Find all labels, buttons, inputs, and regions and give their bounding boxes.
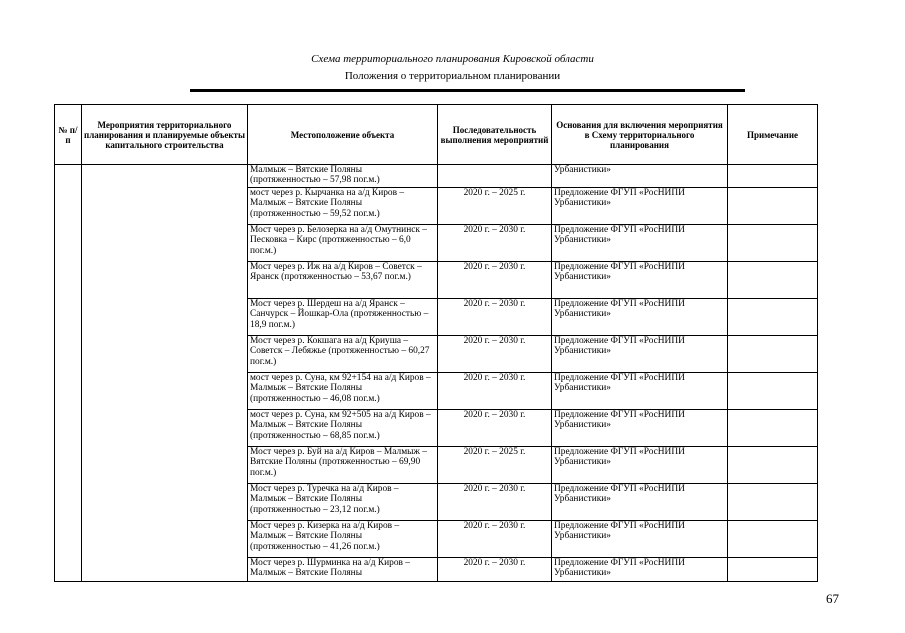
cell-note (728, 165, 818, 188)
cell-sequence: 2020 г. – 2030 г. (438, 558, 552, 582)
cell-basis: Предложение ФГУП «РосНИПИ Урбанистики» (552, 188, 728, 225)
cell-note (728, 188, 818, 225)
cell-sequence: 2020 г. – 2030 г. (438, 299, 552, 336)
document-title: Схема территориального планирования Кировской области (311, 53, 594, 65)
col-header-sequence: Последовательность выполнения мероприятий (438, 105, 552, 165)
cell-note (728, 410, 818, 447)
cell-location: мост через р. Кырчанка на а/д Киров – Малмыж – Вятские Поляны (протяженностью – 59,52 пог.м.) (248, 188, 438, 225)
cell-basis: Предложение ФГУП «РосНИПИ Урбанистики» (552, 410, 728, 447)
cell-sequence: 2020 г. – 2030 г. (438, 225, 552, 262)
cell-note (728, 484, 818, 521)
table-row (55, 165, 818, 188)
cell-location: мост через р. Суна, км 92+505 на а/д Киров – Малмыж – Вятские Поляны (протяженностью – 68,85 пог.м.) (248, 410, 438, 447)
cell-sequence: 2020 г. – 2030 г. (438, 262, 552, 299)
col-header-activities: Мероприятия территориального планирования и планируемые объекты капитального строительства (82, 105, 248, 165)
cell-sequence: 2020 г. – 2030 г. (438, 373, 552, 410)
cell-basis: Предложение ФГУП «РосНИПИ Урбанистики» (552, 558, 728, 582)
page-number: 67 (826, 591, 839, 606)
col-header-note: Примечание (728, 105, 818, 165)
cell-location: Мост через р. Иж на а/д Киров – Советск – Яранск (протяженностью – 53,67 пог.м.) (248, 262, 438, 299)
cell-location: Мост через р. Белозерка на а/д Омутнинск – Песковка – Кирс (протяженностью – 6,0 пог.м.) (248, 225, 438, 262)
cell-note (728, 373, 818, 410)
cell-activity (82, 165, 248, 582)
cell-basis: Предложение ФГУП «РосНИПИ Урбанистики» (552, 447, 728, 484)
cell-basis: Предложение ФГУП «РосНИПИ Урбанистики» (552, 299, 728, 336)
cell-note (728, 262, 818, 299)
header-rule (190, 89, 745, 92)
cell-location: Мост через р. Кокшага на а/д Криуша – Советск – Лебяжье (протяженностью – 60,27 пог.м.) (248, 336, 438, 373)
planning-table (54, 104, 818, 582)
cell-basis: Предложение ФГУП «РосНИПИ Урбанистики» (552, 336, 728, 373)
table-header-row (55, 105, 818, 165)
cell-sequence (438, 165, 552, 188)
cell-location: Мост через р. Шурминка на а/д Киров – Малмыж – Вятские Поляны (248, 558, 438, 582)
cell-note (728, 336, 818, 373)
cell-note (728, 521, 818, 558)
cell-location: Мост через р. Туречка на а/д Киров – Малмыж – Вятские Поляны (протяженностью – 23,12 пог.м.) (248, 484, 438, 521)
cell-sequence: 2020 г. – 2025 г. (438, 447, 552, 484)
cell-basis: Предложение ФГУП «РосНИПИ Урбанистики» (552, 225, 728, 262)
document-subtitle: Положения о территориальном планировании (344, 70, 561, 82)
cell-basis: Урбанистики» (552, 165, 728, 188)
cell-sequence: 2020 г. – 2030 г. (438, 484, 552, 521)
cell-location: Мост через р. Кизерка на а/д Киров – Малмыж – Вятские Поляны (протяженностью – 41,26 пог.м.) (248, 521, 438, 558)
cell-sequence: 2020 г. – 2030 г. (438, 521, 552, 558)
cell-location: мост через р. Суна, км 92+154 на а/д Киров – Малмыж – Вятские Поляны (протяженностью – 46,08 пог.м.) (248, 373, 438, 410)
cell-note (728, 447, 818, 484)
cell-basis: Предложение ФГУП «РосНИПИ Урбанистики» (552, 373, 728, 410)
cell-basis: Предложение ФГУП «РосНИПИ Урбанистики» (552, 521, 728, 558)
cell-location: Мост через р. Буй на а/д Киров – Малмыж – Вятские Поляны (протяженностью – 69,90 пог.м.) (248, 447, 438, 484)
cell-basis: Предложение ФГУП «РосНИПИ Урбанистики» (552, 262, 728, 299)
cell-location: Малмыж – Вятские Поляны (протяженностью – 57,98 пог.м.) (248, 165, 438, 188)
cell-location: Мост через р. Шердеш на а/д Яранск – Санчурск – Йошкар-Ола (протяженностью – 18,9 пог.м.) (248, 299, 438, 336)
cell-note (728, 558, 818, 582)
col-header-basis: Основания для включения мероприятия в Схему территориального планирования (552, 105, 728, 165)
col-header-number: № п/п (55, 105, 82, 165)
cell-sequence: 2020 г. – 2030 г. (438, 336, 552, 373)
cell-note (728, 299, 818, 336)
cell-basis: Предложение ФГУП «РосНИПИ Урбанистики» (552, 484, 728, 521)
col-header-location: Местоположение объекта (248, 105, 438, 165)
cell-sequence: 2020 г. – 2030 г. (438, 410, 552, 447)
cell-note (728, 225, 818, 262)
cell-number (55, 165, 82, 582)
cell-sequence: 2020 г. – 2025 г. (438, 188, 552, 225)
